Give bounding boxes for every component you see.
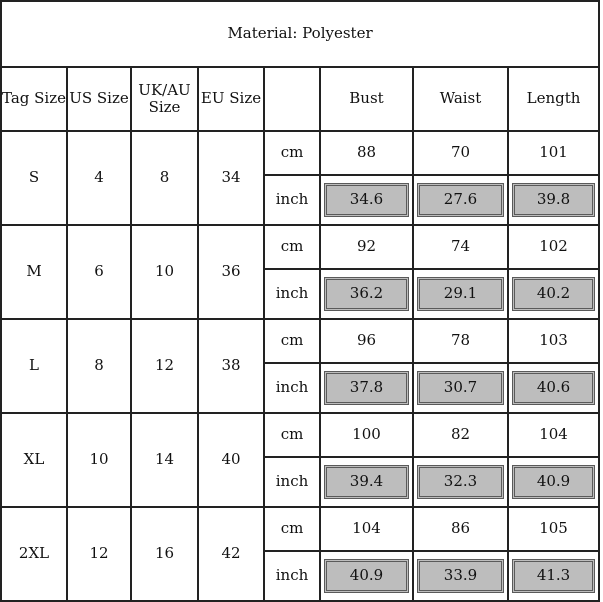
header-bust: Bust bbox=[320, 67, 413, 131]
uk-au-size-cell: 14 bbox=[131, 413, 198, 507]
unit-cm: cm bbox=[264, 131, 320, 175]
length-inch-cell bbox=[508, 269, 599, 319]
bust-inch-cell bbox=[320, 457, 413, 507]
bust-cm-value: 104 bbox=[320, 507, 413, 551]
waist-inch-cell bbox=[413, 269, 508, 319]
unit-inch: inch bbox=[264, 363, 320, 413]
header-us-size: US Size bbox=[67, 67, 131, 131]
length-inch-value: 39.8 bbox=[512, 183, 595, 217]
bust-inch-value: 34.6 bbox=[324, 183, 409, 217]
eu-size-cell: 40 bbox=[198, 413, 264, 507]
unit-cm: cm bbox=[264, 319, 320, 363]
waist-inch-value: 33.9 bbox=[417, 559, 504, 593]
bust-inch-value: 40.9 bbox=[324, 559, 409, 593]
bust-cm-value: 100 bbox=[320, 413, 413, 457]
eu-size-cell: 36 bbox=[198, 225, 264, 319]
length-cm-value: 103 bbox=[508, 319, 599, 363]
eu-size-cell: 34 bbox=[198, 131, 264, 225]
unit-inch: inch bbox=[264, 269, 320, 319]
us-size-cell: 12 bbox=[67, 507, 131, 601]
eu-size-cell: 42 bbox=[198, 507, 264, 601]
header-eu-size: EU Size bbox=[198, 67, 264, 131]
bust-inch-cell bbox=[320, 175, 413, 225]
tag-size-cell: M bbox=[1, 225, 67, 319]
tag-size-cell: S bbox=[1, 131, 67, 225]
size-row-cm bbox=[1, 507, 599, 551]
unit-inch: inch bbox=[264, 175, 320, 225]
uk-au-size-cell: 10 bbox=[131, 225, 198, 319]
header-row bbox=[1, 67, 599, 131]
uk-au-size-cell: 12 bbox=[131, 319, 198, 413]
length-inch-value: 40.9 bbox=[512, 465, 595, 499]
length-inch-value: 41.3 bbox=[512, 559, 595, 593]
waist-inch-cell bbox=[413, 457, 508, 507]
length-inch-value: 40.6 bbox=[512, 371, 595, 405]
eu-size-cell: 38 bbox=[198, 319, 264, 413]
waist-cm-value: 86 bbox=[413, 507, 508, 551]
unit-inch: inch bbox=[264, 457, 320, 507]
size-row-cm bbox=[1, 413, 599, 457]
length-cm-value: 101 bbox=[508, 131, 599, 175]
header-tag-size: Tag Size bbox=[1, 67, 67, 131]
length-inch-cell bbox=[508, 175, 599, 225]
waist-inch-cell bbox=[413, 175, 508, 225]
us-size-cell: 8 bbox=[67, 319, 131, 413]
header-unit bbox=[264, 67, 320, 131]
length-cm-value: 102 bbox=[508, 225, 599, 269]
waist-cm-value: 78 bbox=[413, 319, 508, 363]
size-row-cm bbox=[1, 319, 599, 363]
waist-inch-cell bbox=[413, 363, 508, 413]
length-inch-cell bbox=[508, 457, 599, 507]
header-length: Length bbox=[508, 67, 599, 131]
waist-inch-value: 29.1 bbox=[417, 277, 504, 311]
waist-inch-cell bbox=[413, 551, 508, 601]
bust-cm-value: 92 bbox=[320, 225, 413, 269]
waist-cm-value: 74 bbox=[413, 225, 508, 269]
tag-size-cell: 2XL bbox=[1, 507, 67, 601]
bust-inch-cell bbox=[320, 269, 413, 319]
length-cm-value: 105 bbox=[508, 507, 599, 551]
table-body bbox=[1, 1, 599, 601]
table-title: Material: Polyester bbox=[1, 1, 599, 67]
us-size-cell: 6 bbox=[67, 225, 131, 319]
size-row-cm bbox=[1, 225, 599, 269]
waist-cm-value: 82 bbox=[413, 413, 508, 457]
title-row bbox=[1, 1, 599, 67]
us-size-cell: 4 bbox=[67, 131, 131, 225]
length-inch-cell bbox=[508, 363, 599, 413]
tag-size-cell: XL bbox=[1, 413, 67, 507]
bust-cm-value: 96 bbox=[320, 319, 413, 363]
us-size-cell: 10 bbox=[67, 413, 131, 507]
length-inch-value: 40.2 bbox=[512, 277, 595, 311]
bust-inch-cell bbox=[320, 363, 413, 413]
unit-inch: inch bbox=[264, 551, 320, 601]
uk-au-size-cell: 8 bbox=[131, 131, 198, 225]
length-inch-cell bbox=[508, 551, 599, 601]
size-row-cm bbox=[1, 131, 599, 175]
bust-cm-value: 88 bbox=[320, 131, 413, 175]
waist-inch-value: 30.7 bbox=[417, 371, 504, 405]
header-uk-au-size: UK/AU Size bbox=[131, 67, 198, 131]
length-cm-value: 104 bbox=[508, 413, 599, 457]
bust-inch-value: 39.4 bbox=[324, 465, 409, 499]
uk-au-size-cell: 16 bbox=[131, 507, 198, 601]
unit-cm: cm bbox=[264, 413, 320, 457]
waist-inch-value: 27.6 bbox=[417, 183, 504, 217]
bust-inch-value: 36.2 bbox=[324, 277, 409, 311]
waist-inch-value: 32.3 bbox=[417, 465, 504, 499]
bust-inch-cell bbox=[320, 551, 413, 601]
unit-cm: cm bbox=[264, 225, 320, 269]
unit-cm: cm bbox=[264, 507, 320, 551]
header-waist: Waist bbox=[413, 67, 508, 131]
waist-cm-value: 70 bbox=[413, 131, 508, 175]
bust-inch-value: 37.8 bbox=[324, 371, 409, 405]
tag-size-cell: L bbox=[1, 319, 67, 413]
